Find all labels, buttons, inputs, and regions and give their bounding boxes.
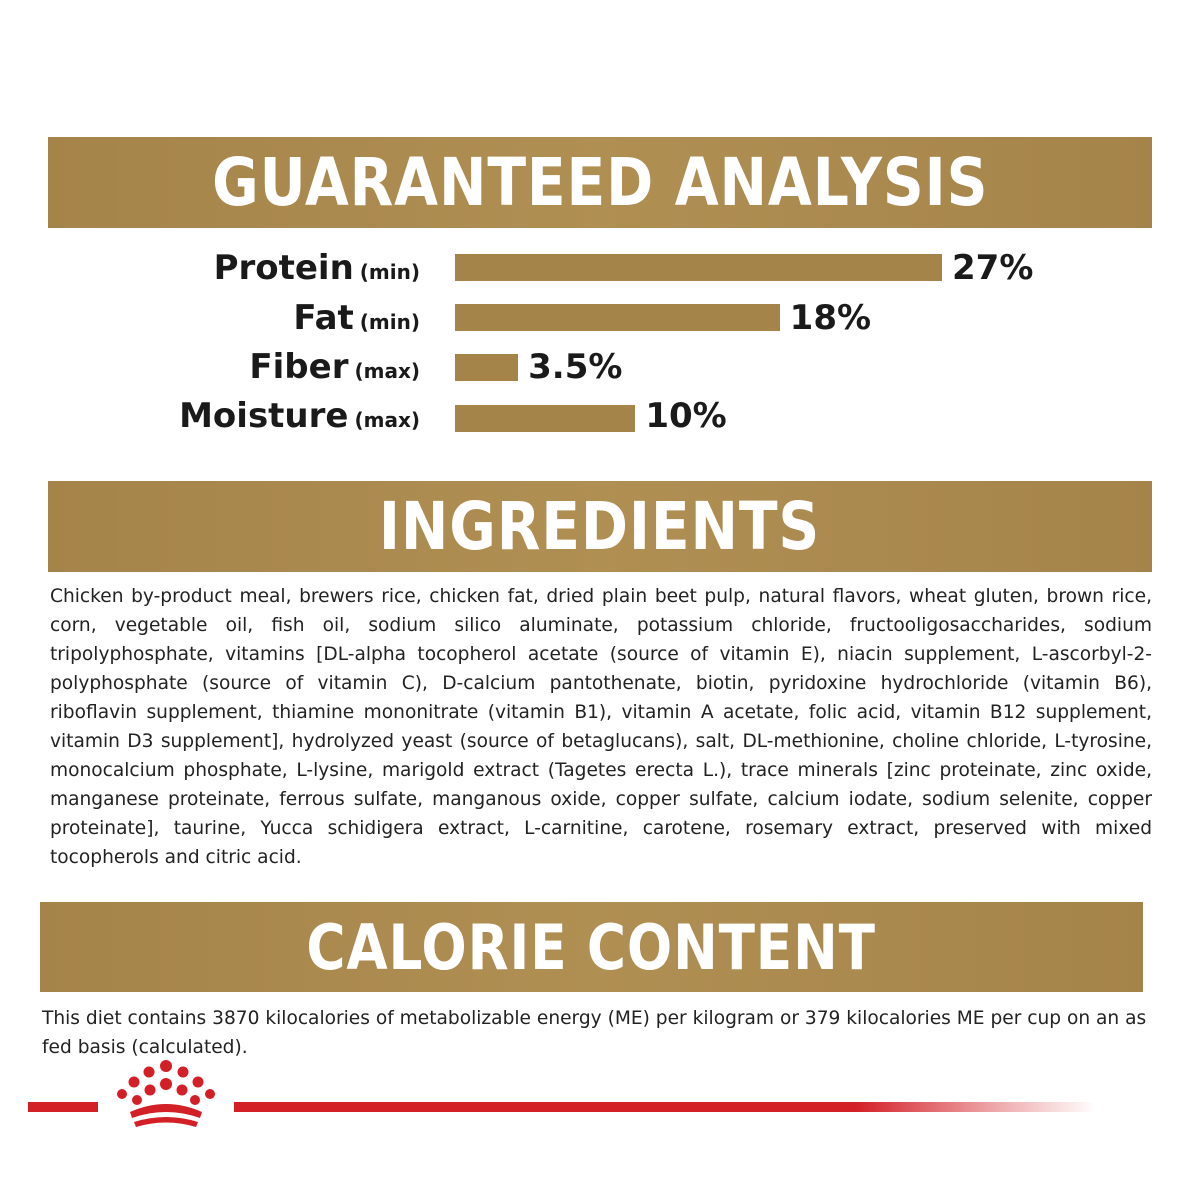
calorie-content-text: This diet contains 3870 kilocalories of metabolizable energy (ME) per kilogram or 379 kilocalories ME per cup on an as fed basis (calculated).: [42, 1008, 1147, 1058]
ingredients-title: INGREDIENTS: [379, 488, 821, 565]
analysis-bar-fat: [455, 304, 780, 331]
analysis-bar-moisture: [455, 405, 635, 432]
analysis-qualifier: (max): [354, 359, 420, 383]
analysis-row-moisture-label: [179, 396, 420, 436]
analysis-row-fat-label: [293, 298, 420, 338]
analysis-value-protein: 27%: [952, 248, 1034, 288]
analysis-value-moisture: 10%: [645, 396, 727, 436]
analysis-qualifier: (min): [359, 260, 420, 284]
guaranteed-analysis-banner: [48, 137, 1152, 228]
ingredients-text: Chicken by-product meal, brewers rice, chicken fat, dried plain beet pulp, natural flavors, wheat gluten, brown rice, corn, vegetable oil, fish oil, sodium silico aluminate, potassium chloride, fructooligosaccharides, sodium tripolyphosphate, vitamins [DL-alpha tocopherol acetate (source of vitamin E), niacin supplement, L-ascorbyl-2-polyphosphate (source of vitamin C), D-calcium pantothenate, biotin, pyridoxine hydrochloride (vitamin B6), riboflavin supplement, thiamine mononitrate (vitamin B1), vitamin A acetate, folic acid, vitamin B12 supplement, vitamin D3 supplement], hydrolyzed yeast (source of betaglucans), salt, DL-methionine, choline chloride, L-tyrosine, monocalcium phosphate, L-lysine, marigold extract (Tagetes erecta L.), trace minerals [zinc proteinate, zinc oxide, manganese proteinate, ferrous sulfate, manganous oxide, copper sulfate, calcium iodate, sodium selenite, copper proteinate], taurine, Yucca schidigera extract, L-carnitine, carotene, rosemary extract, preserved with mixed tocopherols and citric acid.: [50, 586, 1152, 868]
analysis-label-text: Fiber: [249, 347, 349, 387]
analysis-qualifier: (min): [359, 310, 420, 334]
analysis-value-fat: 18%: [789, 298, 872, 338]
analysis-value-fiber: 3.5%: [528, 347, 623, 387]
analysis-bar-protein: [455, 254, 942, 281]
analysis-label-text: Protein: [213, 248, 354, 288]
analysis-row-protein-label: [214, 248, 420, 288]
guaranteed-analysis-title: GUARANTEED ANALYSIS: [211, 144, 989, 221]
analysis-label-text: Moisture: [179, 396, 349, 436]
analysis-bar-fiber: [455, 354, 518, 381]
calorie-content-title: CALORIE CONTENT: [306, 910, 877, 984]
analysis-label-text: Fat: [293, 298, 354, 338]
analysis-row-fiber-label: [249, 347, 420, 387]
footer-red-line-right: [234, 1102, 1096, 1112]
crown-logo-icon: [106, 1058, 226, 1132]
analysis-qualifier: (max): [354, 408, 420, 432]
footer-red-line-left: [28, 1102, 98, 1112]
ingredients-banner: [48, 481, 1152, 572]
calorie-content-banner: [40, 902, 1143, 992]
